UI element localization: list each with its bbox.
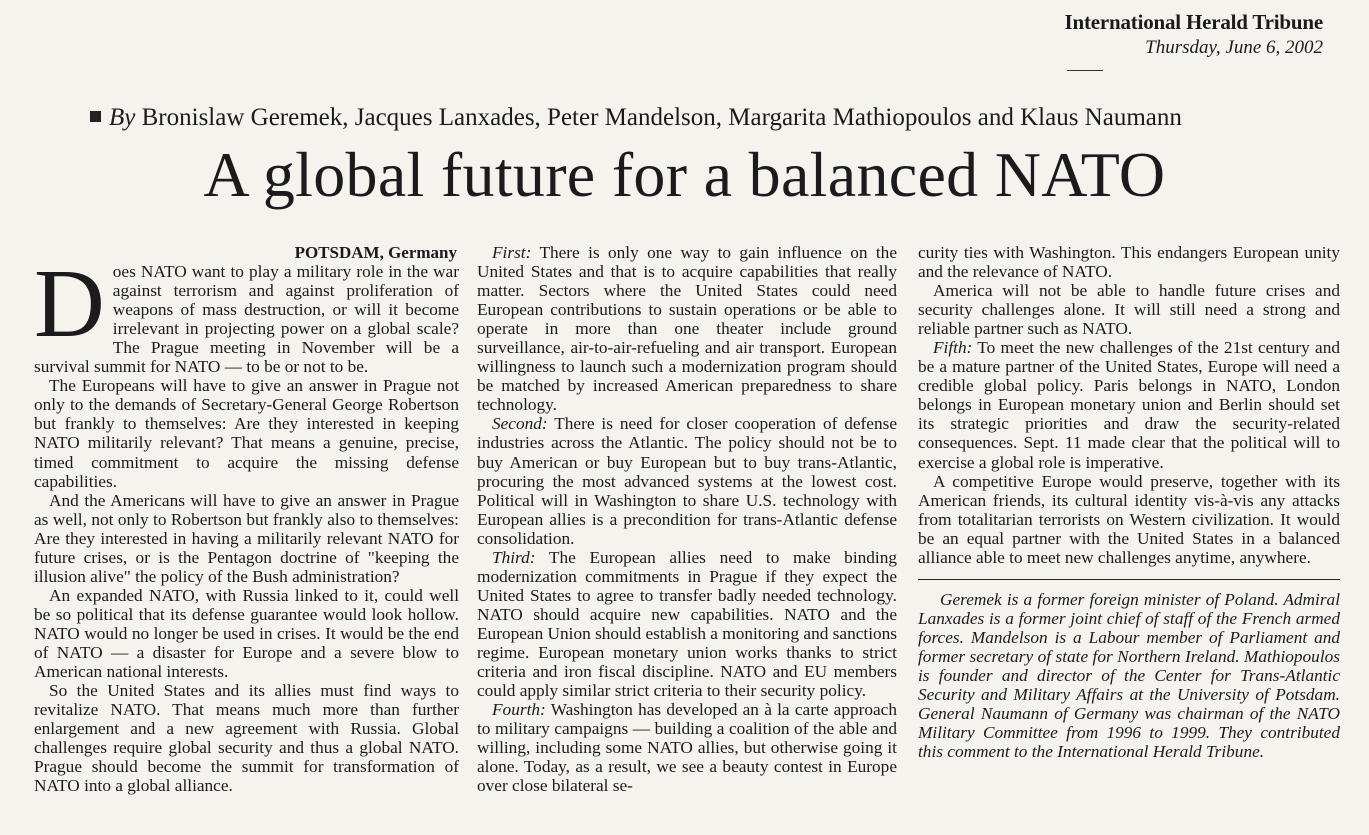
point-text: There is only one way to gain influence on the United States and that is to acquire capabilities that really matter. Sectors where the United States could need European contributions to sustain operations or be able to operate in more than one theater include ground surveillance, air-to-air-refueling and air transport. European willingness to launch such a modernization program should be matched by increased American preparedness to share technology.	[477, 243, 897, 415]
paragraph: A competitive Europe would preserve, together with its American friends, its cultural identity vis-à-vis any attacks from totalitarian terrorists on Western civilization. It would be an equal partner with the United States in a balanced alliance able to meet new challenges anytime, anywhere.	[918, 471, 1340, 567]
byline	[90, 104, 1182, 132]
paragraph: An expanded NATO, with Russia linked to it, could well be so political that its defense guarantee would look hollow. NATO would no longer be used in crises. It would be the end of NATO — a disaster for Europe and a severe blow to American national interests.	[34, 585, 459, 682]
point-text: To meet the new challenges of the 21st century and be a mature partner of the United States, Europe will need a credible global policy. Paris belongs in NATO, London belongs in European monetary union and Berlin should set its strategic priorities and draw the security-related consequences. Sept. 11 made clear that the political will to exercise a global role is imperative.	[918, 338, 1340, 472]
masthead	[1065, 10, 1323, 59]
paragraph: curity ties with Washington. This endangers European unity and the relevance of NATO.	[918, 243, 1340, 282]
newspaper-name: International Herald Tribune	[1064, 10, 1323, 34]
dateline: POTSDAM, Germany	[294, 243, 457, 262]
paragraph: America will not be able to handle future crises and security challenges alone. It will still need a strong and reliable partner such as NATO.	[918, 281, 1340, 339]
author-bio: Geremek is a former foreign minister of Poland. Admiral Lanxades is a former joint chief of staff of the French armed forces. Mandelson is a Labour member of Parliament and former secretary of state for Northern Ireland. Mathiopoulos is founder and director of the Center for Trans-Atlantic Security and Military Affairs at the University of Potsdam. General Naumann of Germany was chairman of the NATO Military Committee from 1996 to 1999. They contributed this comment to the International Herald Tribune.	[918, 589, 1340, 762]
paragraph: And the Americans will have to give an answer in Prague as well, not only to Robertson but frankly also to themselves: Are they interested in having a militarily relevant NATO for future crises, or is the Pentagon doctrine of "keeping the illusion alive" the policy of the Bush administration?	[34, 490, 459, 586]
point-label: Second:	[492, 414, 548, 434]
drop-cap: D	[34, 250, 105, 359]
point-text: There is need for closer cooperation of defense industries across the Atlantic. The policy should not be to buy American or buy European but to buy trans-Atlantic, procuring the most advanced systems at the lowest cost. Political will in Washington to share U.S. technology with European allies is a precondition for trans-Atlantic defense consolidation.	[477, 414, 897, 548]
lead-text: oes NATO want to play a military role in the war against terrorism and against proliferation of weapons of mass destruction, or will it become irrelevant in projecting power on a global scale? The Prague meeting in November will be a survival summit for NATO — to be or not to be.	[34, 262, 459, 377]
paragraph	[918, 338, 1340, 471]
publication-date: Thursday, June 6, 2002	[1145, 37, 1323, 58]
paragraph: The Europeans will have to give an answer in Prague not only to the demands of Secretary-General George Robertson but frankly to themselves: Are they interested in keeping NATO militarily relevant? That means a genuine, precise, timed commitment to acquire the missing defense capabilities.	[34, 376, 459, 491]
article-column-3	[918, 243, 1340, 761]
point-text: Washington has developed an à la carte approach to military campaigns — building a coalition of the able and willing, including some NATO allies, but otherwise going it alone. Today, as a result, we see a beauty contest in Europe over close bilateral se-	[477, 700, 897, 796]
byline-authors: Bronislaw Geremek, Jacques Lanxades, Peter Mandelson, Margarita Mathiopoulos and Klaus Naumann	[141, 104, 1182, 131]
paragraph	[477, 700, 897, 795]
headline: A global future for a balanced NATO	[203, 139, 1166, 210]
paragraph	[477, 414, 897, 547]
point-label: First:	[492, 243, 532, 262]
article-column-1	[34, 243, 459, 795]
bio-divider	[918, 579, 1340, 580]
byline-prefix: By	[109, 104, 136, 131]
masthead-divider	[1067, 70, 1103, 71]
paragraph	[477, 243, 897, 414]
bullet-icon	[90, 111, 101, 122]
article-column-2	[477, 243, 897, 795]
point-label: Fourth:	[492, 700, 546, 720]
point-label: Fifth:	[933, 338, 973, 358]
point-text: The European allies need to make binding modernization commitments in Prague if they expect the United States to agree to transfer badly needed technology. NATO should acquire new capabilities. NATO and the European Union should establish a monitoring and sanctions regime. European monetary union works thanks to strict criteria and iron fiscal discipline. NATO and EU members could apply similar strict criteria to their security policy.	[477, 547, 897, 701]
point-label: Third:	[492, 547, 536, 567]
paragraph	[477, 548, 897, 700]
paragraph: So the United States and its allies must find ways to revitalize NATO. That means much more than further enlargement and a new agreement with Russia. Global challenges require global security and thus a global NATO. Prague should become the summit for transformation of NATO into a global alliance.	[34, 681, 459, 796]
